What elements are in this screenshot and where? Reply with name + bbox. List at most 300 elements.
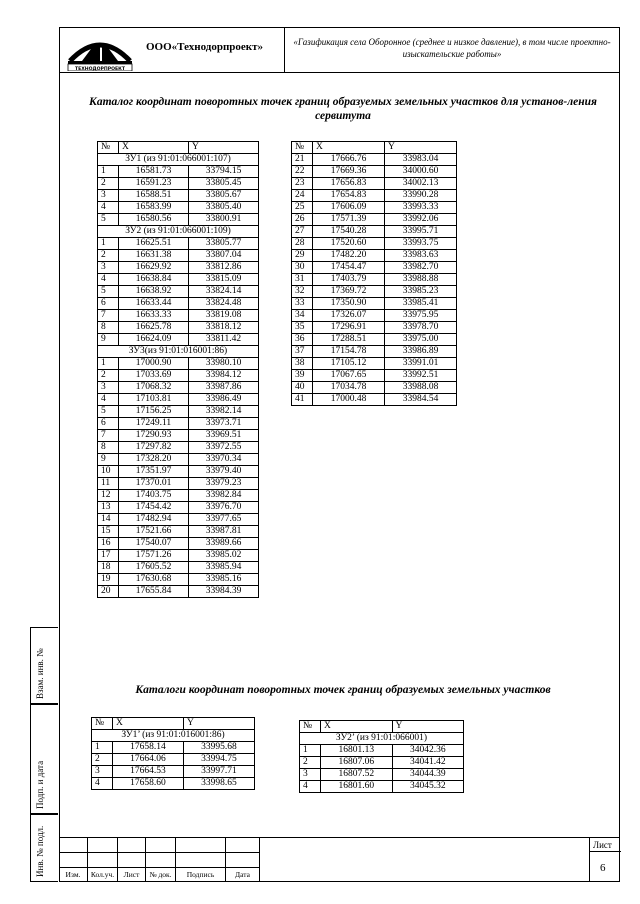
point-number: 11 bbox=[98, 478, 119, 490]
sheet-label: Лист bbox=[593, 840, 612, 850]
table-row bbox=[292, 382, 457, 394]
table-row bbox=[92, 778, 255, 790]
coord-y: 33997.71 bbox=[183, 766, 254, 778]
coord-y: 33969.51 bbox=[189, 430, 259, 442]
table-row bbox=[292, 226, 457, 238]
coord-x: 17249.11 bbox=[119, 418, 189, 430]
point-number: 1 bbox=[98, 238, 119, 250]
coord-y: 33975.00 bbox=[385, 334, 457, 346]
table-row bbox=[292, 274, 457, 286]
point-number: 20 bbox=[98, 586, 119, 598]
coord-y: 33984.54 bbox=[385, 394, 457, 406]
coord-x: 16801.60 bbox=[321, 781, 393, 793]
coord-y: 33992.51 bbox=[385, 370, 457, 382]
point-number: 41 bbox=[292, 394, 313, 406]
coord-y: 33800.91 bbox=[189, 214, 259, 226]
point-number: 6 bbox=[98, 418, 119, 430]
coord-x: 16633.33 bbox=[119, 310, 189, 322]
point-number: 19 bbox=[98, 574, 119, 586]
table-row bbox=[292, 286, 457, 298]
coord-y: 33988.08 bbox=[385, 382, 457, 394]
coord-y: 34045.32 bbox=[392, 781, 464, 793]
side-box-inv bbox=[30, 814, 58, 882]
company-logo bbox=[66, 31, 134, 71]
table-row bbox=[292, 154, 457, 166]
coord-y: 33993.75 bbox=[385, 238, 457, 250]
coord-x: 17033.69 bbox=[119, 370, 189, 382]
table-row bbox=[98, 358, 259, 370]
table-row bbox=[300, 769, 464, 781]
coord-x: 17605.52 bbox=[119, 562, 189, 574]
point-number: 34 bbox=[292, 310, 313, 322]
point-number: 32 bbox=[292, 286, 313, 298]
coord-x: 17288.51 bbox=[313, 334, 385, 346]
coord-x: 17350.90 bbox=[313, 298, 385, 310]
table-row bbox=[98, 166, 259, 178]
point-number: 6 bbox=[98, 298, 119, 310]
coord-x: 17297.82 bbox=[119, 442, 189, 454]
table-row bbox=[292, 370, 457, 382]
coords-table-right bbox=[291, 141, 457, 406]
coord-x: 17482.94 bbox=[119, 514, 189, 526]
coord-y: 33980.10 bbox=[189, 358, 259, 370]
table-row bbox=[98, 490, 259, 502]
coord-y: 33983.63 bbox=[385, 250, 457, 262]
col-header-n: № bbox=[292, 142, 313, 154]
coord-y: 33970.34 bbox=[189, 454, 259, 466]
table-row bbox=[292, 238, 457, 250]
coord-x: 17326.07 bbox=[313, 310, 385, 322]
coord-x: 17105.12 bbox=[313, 358, 385, 370]
coord-y: 33807.04 bbox=[189, 250, 259, 262]
coord-y: 33972.55 bbox=[189, 442, 259, 454]
point-number: 36 bbox=[292, 334, 313, 346]
point-number: 14 bbox=[98, 514, 119, 526]
coord-x: 16629.92 bbox=[119, 262, 189, 274]
coord-y: 33975.95 bbox=[385, 310, 457, 322]
table-row bbox=[292, 190, 457, 202]
coord-x: 17666.76 bbox=[313, 154, 385, 166]
coord-x: 17658.60 bbox=[113, 778, 184, 790]
point-number: 4 bbox=[98, 202, 119, 214]
stamp-col-podpis: Подпись bbox=[186, 870, 215, 879]
table-row bbox=[98, 322, 259, 334]
point-number: 1 bbox=[98, 166, 119, 178]
table-row bbox=[92, 754, 255, 766]
project-name: «Газификация села Оборонное (среднее и низкое давление), в том числе проектно-изыскательские работы» bbox=[293, 37, 611, 59]
coord-y: 33976.70 bbox=[189, 502, 259, 514]
point-number: 9 bbox=[98, 334, 119, 346]
coord-y: 34044.39 bbox=[392, 769, 464, 781]
point-number: 4 bbox=[98, 394, 119, 406]
table-header-row bbox=[92, 718, 255, 730]
table-row bbox=[98, 478, 259, 490]
coord-x: 16583.99 bbox=[119, 202, 189, 214]
table-row bbox=[98, 466, 259, 478]
coord-y: 33988.88 bbox=[385, 274, 457, 286]
coord-x: 17658.14 bbox=[113, 742, 184, 754]
coord-y: 33984.12 bbox=[189, 370, 259, 382]
col-header-y: Y bbox=[189, 142, 259, 154]
table-row bbox=[292, 298, 457, 310]
table-row bbox=[98, 250, 259, 262]
table-row bbox=[98, 178, 259, 190]
table-row bbox=[98, 214, 259, 226]
plot-group-label: ЗУ1 (из 91:01:066001:107) bbox=[98, 154, 259, 166]
coord-x: 16591.23 bbox=[119, 178, 189, 190]
table-row bbox=[98, 286, 259, 298]
coords-table-zu2-prime bbox=[299, 720, 464, 793]
coord-y: 34041.42 bbox=[392, 757, 464, 769]
table-row bbox=[98, 382, 259, 394]
side-box-podp bbox=[30, 704, 58, 814]
table-row bbox=[98, 526, 259, 538]
point-number: 40 bbox=[292, 382, 313, 394]
point-number: 12 bbox=[98, 490, 119, 502]
side-label-podp: Подп. и дата bbox=[35, 760, 45, 809]
table-row bbox=[292, 310, 457, 322]
table-row bbox=[98, 310, 259, 322]
plot-group-label: ЗУ2 (из 91:01:066001:109) bbox=[98, 226, 259, 238]
coord-y: 33812.86 bbox=[189, 262, 259, 274]
coord-x: 17328.20 bbox=[119, 454, 189, 466]
coord-y: 33989.66 bbox=[189, 538, 259, 550]
point-number: 5 bbox=[98, 286, 119, 298]
coord-x: 17369.72 bbox=[313, 286, 385, 298]
coord-x: 16638.92 bbox=[119, 286, 189, 298]
table-row bbox=[98, 562, 259, 574]
table-row bbox=[98, 586, 259, 598]
point-number: 2 bbox=[98, 250, 119, 262]
coord-x: 16625.51 bbox=[119, 238, 189, 250]
point-number: 16 bbox=[98, 538, 119, 550]
coord-x: 17403.75 bbox=[119, 490, 189, 502]
table-row bbox=[98, 574, 259, 586]
table-row bbox=[98, 298, 259, 310]
coord-x: 17521.66 bbox=[119, 526, 189, 538]
coord-y: 33973.71 bbox=[189, 418, 259, 430]
table-group-row bbox=[98, 346, 259, 358]
table-header-row bbox=[300, 721, 464, 733]
coord-x: 17606.09 bbox=[313, 202, 385, 214]
col-header-x: X bbox=[119, 142, 189, 154]
table-group-row bbox=[98, 226, 259, 238]
coord-y: 33979.23 bbox=[189, 478, 259, 490]
coord-x: 16807.52 bbox=[321, 769, 393, 781]
coord-y: 34000.60 bbox=[385, 166, 457, 178]
coord-x: 17664.06 bbox=[113, 754, 184, 766]
point-number: 26 bbox=[292, 214, 313, 226]
coord-y: 33977.65 bbox=[189, 514, 259, 526]
table-row bbox=[292, 262, 457, 274]
stamp-col-koluch: Кол.уч. bbox=[90, 870, 115, 879]
header-divider bbox=[59, 72, 620, 73]
point-number: 8 bbox=[98, 442, 119, 454]
coord-x: 17571.26 bbox=[119, 550, 189, 562]
coord-x: 16588.51 bbox=[119, 190, 189, 202]
coord-y: 33982.70 bbox=[385, 262, 457, 274]
coord-x: 16633.44 bbox=[119, 298, 189, 310]
coord-x: 17454.47 bbox=[313, 262, 385, 274]
point-number: 7 bbox=[98, 430, 119, 442]
coords-table-zu1-prime bbox=[91, 717, 255, 790]
point-number: 5 bbox=[98, 214, 119, 226]
coord-y: 33990.28 bbox=[385, 190, 457, 202]
point-number: 1 bbox=[300, 745, 321, 757]
coord-y: 33824.48 bbox=[189, 298, 259, 310]
point-number: 5 bbox=[98, 406, 119, 418]
table-row bbox=[292, 250, 457, 262]
title-block bbox=[59, 837, 620, 882]
coord-y: 33805.40 bbox=[189, 202, 259, 214]
table-row bbox=[92, 766, 255, 778]
stamp-col-data: Дата bbox=[235, 870, 250, 879]
coord-x: 17068.32 bbox=[119, 382, 189, 394]
coord-x: 17403.79 bbox=[313, 274, 385, 286]
coord-x: 17520.60 bbox=[313, 238, 385, 250]
table-header-row bbox=[292, 142, 457, 154]
coord-x: 17290.93 bbox=[119, 430, 189, 442]
coord-x: 16580.56 bbox=[119, 214, 189, 226]
coord-x: 17540.07 bbox=[119, 538, 189, 550]
stamp-col-list: Лист bbox=[123, 870, 140, 879]
coord-x: 17571.39 bbox=[313, 214, 385, 226]
table-row bbox=[98, 394, 259, 406]
coord-x: 17669.36 bbox=[313, 166, 385, 178]
stamp-col-izm: Изм. bbox=[65, 870, 81, 879]
coord-y: 33815.09 bbox=[189, 274, 259, 286]
table-row bbox=[300, 781, 464, 793]
point-number: 4 bbox=[98, 274, 119, 286]
point-number: 3 bbox=[98, 382, 119, 394]
logo-text: ТЕХНОДОРПРОЕКТ bbox=[74, 67, 126, 71]
section-title-servitude: Каталог координат поворотных точек границ образуемых земельных участков для установ-ления сервитута bbox=[89, 96, 597, 122]
coord-x: 17454.42 bbox=[119, 502, 189, 514]
point-number: 35 bbox=[292, 322, 313, 334]
coord-x: 17656.83 bbox=[313, 178, 385, 190]
side-label-vzam: Взам. инв. № bbox=[35, 648, 45, 699]
point-number: 13 bbox=[98, 502, 119, 514]
point-number: 2 bbox=[300, 757, 321, 769]
point-number: 39 bbox=[292, 370, 313, 382]
col-header-n: № bbox=[92, 718, 113, 730]
point-number: 28 bbox=[292, 238, 313, 250]
table-header-row bbox=[98, 142, 259, 154]
point-number: 2 bbox=[98, 178, 119, 190]
side-label-inv: Инв. № подл. bbox=[35, 825, 45, 877]
col-header-y: Y bbox=[385, 142, 457, 154]
table-row bbox=[98, 502, 259, 514]
coord-y: 33805.67 bbox=[189, 190, 259, 202]
table-row bbox=[98, 202, 259, 214]
header-vertical-divider bbox=[284, 27, 285, 72]
point-number: 7 bbox=[98, 310, 119, 322]
col-header-x: X bbox=[313, 142, 385, 154]
coord-y: 33985.16 bbox=[189, 574, 259, 586]
coord-y: 33794.15 bbox=[189, 166, 259, 178]
coord-y: 34042.36 bbox=[392, 745, 464, 757]
coord-y: 33985.94 bbox=[189, 562, 259, 574]
table-row bbox=[98, 274, 259, 286]
table-row bbox=[92, 742, 255, 754]
coord-y: 33998.65 bbox=[183, 778, 254, 790]
side-box-vzam bbox=[30, 627, 58, 704]
table-row bbox=[292, 166, 457, 178]
coord-x: 16625.78 bbox=[119, 322, 189, 334]
table-row bbox=[292, 394, 457, 406]
coord-x: 17103.81 bbox=[119, 394, 189, 406]
table-row bbox=[98, 238, 259, 250]
point-number: 33 bbox=[292, 298, 313, 310]
point-number: 30 bbox=[292, 262, 313, 274]
coord-x: 17156.25 bbox=[119, 406, 189, 418]
point-number: 25 bbox=[292, 202, 313, 214]
coord-x: 16638.84 bbox=[119, 274, 189, 286]
coord-y: 33805.77 bbox=[189, 238, 259, 250]
coord-x: 16807.06 bbox=[321, 757, 393, 769]
coord-y: 33824.14 bbox=[189, 286, 259, 298]
col-header-n: № bbox=[98, 142, 119, 154]
stamp-col-ndok: № док. bbox=[149, 870, 172, 879]
coord-x: 17000.90 bbox=[119, 358, 189, 370]
point-number: 1 bbox=[98, 358, 119, 370]
point-number: 21 bbox=[292, 154, 313, 166]
coord-y: 33818.12 bbox=[189, 322, 259, 334]
coord-y: 33979.40 bbox=[189, 466, 259, 478]
coord-x: 17540.28 bbox=[313, 226, 385, 238]
coord-x: 17370.01 bbox=[119, 478, 189, 490]
table-row bbox=[292, 214, 457, 226]
coord-y: 33982.14 bbox=[189, 406, 259, 418]
table-group-row bbox=[98, 154, 259, 166]
point-number: 37 bbox=[292, 346, 313, 358]
coord-x: 17655.84 bbox=[119, 586, 189, 598]
coord-y: 33994.75 bbox=[183, 754, 254, 766]
point-number: 18 bbox=[98, 562, 119, 574]
table-row bbox=[98, 538, 259, 550]
table-row bbox=[292, 346, 457, 358]
coord-y: 33984.39 bbox=[189, 586, 259, 598]
table-row bbox=[98, 418, 259, 430]
point-number: 3 bbox=[300, 769, 321, 781]
point-number: 31 bbox=[292, 274, 313, 286]
point-number: 27 bbox=[292, 226, 313, 238]
coord-x: 16801.13 bbox=[321, 745, 393, 757]
coord-y: 34002.13 bbox=[385, 178, 457, 190]
point-number: 3 bbox=[98, 190, 119, 202]
point-number: 17 bbox=[98, 550, 119, 562]
table-row bbox=[98, 514, 259, 526]
coord-y: 33819.08 bbox=[189, 310, 259, 322]
coord-y: 33987.86 bbox=[189, 382, 259, 394]
point-number: 3 bbox=[98, 262, 119, 274]
col-header-y: Y bbox=[183, 718, 254, 730]
point-number: 22 bbox=[292, 166, 313, 178]
table-row bbox=[292, 202, 457, 214]
coord-x: 17067.65 bbox=[313, 370, 385, 382]
coord-y: 33991.01 bbox=[385, 358, 457, 370]
table-row bbox=[292, 322, 457, 334]
point-number: 38 bbox=[292, 358, 313, 370]
table-row bbox=[98, 190, 259, 202]
col-header-y: Y bbox=[392, 721, 464, 733]
plot-group-label: ЗУ3(из 91:01:016001:86) bbox=[98, 346, 259, 358]
table-group-row bbox=[92, 730, 255, 742]
table-row bbox=[292, 358, 457, 370]
company-name: ООО«Технодорпроект» bbox=[146, 41, 264, 53]
coord-y: 33992.06 bbox=[385, 214, 457, 226]
point-number: 1 bbox=[92, 742, 113, 754]
coord-y: 33978.70 bbox=[385, 322, 457, 334]
coord-y: 33805.45 bbox=[189, 178, 259, 190]
coord-y: 33995.71 bbox=[385, 226, 457, 238]
point-number: 24 bbox=[292, 190, 313, 202]
coord-y: 33987.81 bbox=[189, 526, 259, 538]
point-number: 4 bbox=[92, 778, 113, 790]
table-row bbox=[300, 757, 464, 769]
point-number: 15 bbox=[98, 526, 119, 538]
table-row bbox=[292, 334, 457, 346]
coord-y: 33983.04 bbox=[385, 154, 457, 166]
coord-x: 17351.97 bbox=[119, 466, 189, 478]
sheet-number: 6 bbox=[600, 862, 606, 874]
coord-x: 17034.78 bbox=[313, 382, 385, 394]
plot-group-label: ЗУ1’ (из 91:01:016001:86) bbox=[92, 730, 255, 742]
coord-y: 33995.68 bbox=[183, 742, 254, 754]
col-header-x: X bbox=[113, 718, 184, 730]
coord-x: 16631.38 bbox=[119, 250, 189, 262]
coords-table-left bbox=[97, 141, 259, 598]
coord-x: 16581.73 bbox=[119, 166, 189, 178]
coord-x: 17154.78 bbox=[313, 346, 385, 358]
coord-x: 17296.91 bbox=[313, 322, 385, 334]
coord-x: 16624.09 bbox=[119, 334, 189, 346]
coord-x: 17000.48 bbox=[313, 394, 385, 406]
point-number: 4 bbox=[300, 781, 321, 793]
coord-x: 17664.53 bbox=[113, 766, 184, 778]
coord-x: 17654.83 bbox=[313, 190, 385, 202]
point-number: 2 bbox=[92, 754, 113, 766]
coord-y: 33985.23 bbox=[385, 286, 457, 298]
point-number: 10 bbox=[98, 466, 119, 478]
table-row bbox=[98, 334, 259, 346]
coord-y: 33986.49 bbox=[189, 394, 259, 406]
coord-y: 33811.42 bbox=[189, 334, 259, 346]
col-header-n: № bbox=[300, 721, 321, 733]
table-row bbox=[98, 442, 259, 454]
col-header-x: X bbox=[321, 721, 393, 733]
table-row bbox=[292, 178, 457, 190]
plot-group-label: ЗУ2’ (из 91:01:066001) bbox=[300, 733, 464, 745]
coord-y: 33985.41 bbox=[385, 298, 457, 310]
coord-y: 33982.84 bbox=[189, 490, 259, 502]
table-row bbox=[98, 454, 259, 466]
table-row bbox=[98, 370, 259, 382]
coord-x: 17482.20 bbox=[313, 250, 385, 262]
point-number: 29 bbox=[292, 250, 313, 262]
point-number: 2 bbox=[98, 370, 119, 382]
point-number: 8 bbox=[98, 322, 119, 334]
point-number: 3 bbox=[92, 766, 113, 778]
table-row bbox=[300, 745, 464, 757]
table-group-row bbox=[300, 733, 464, 745]
coord-y: 33993.33 bbox=[385, 202, 457, 214]
table-row bbox=[98, 406, 259, 418]
table-row bbox=[98, 550, 259, 562]
coord-y: 33986.89 bbox=[385, 346, 457, 358]
table-row bbox=[98, 262, 259, 274]
coord-x: 17630.68 bbox=[119, 574, 189, 586]
